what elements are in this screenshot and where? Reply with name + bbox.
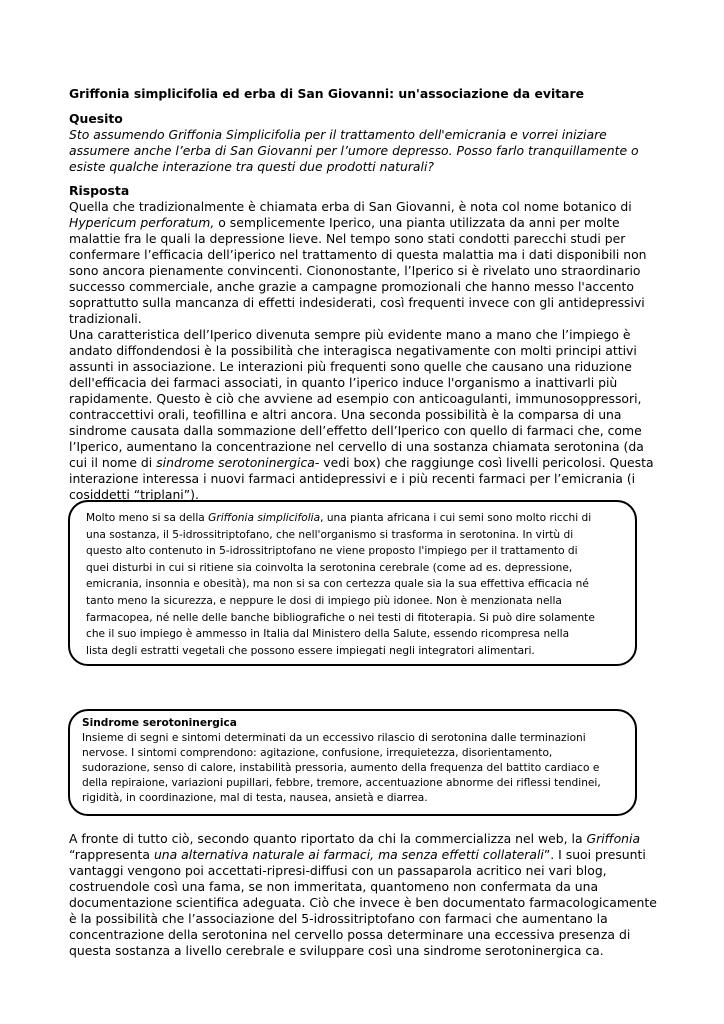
griffonia-box-text (86, 510, 595, 659)
risposta-line: dell'efficacia dei farmaci associati, in quanto l’iperico induce l'organismo a inattivarli più (69, 375, 618, 390)
closing-line: documentazione scientifica adeguata. Ciò che invece è ben documentato farmacologicamente (69, 895, 657, 910)
box-heading: Sindrome serotoninergica (82, 717, 237, 729)
text-run: , una pianta africana i cui semi sono molto ricchi di (320, 512, 592, 524)
box-line: nervose. I sintomi comprendono: agitazione, confusione, irrequietezza, disorientamento, (82, 747, 553, 759)
box-line: emicrania, insonnia e obesità), ma non si sa con certezza quale sia la sua effettiva efficacia né (86, 578, 589, 591)
risposta-paragraph-2 (69, 327, 669, 503)
risposta-line: malattie fra le quali la depressione lieve. Nel tempo sono stati condotti parecchi studi per (69, 231, 626, 246)
quesito-heading: Quesito (69, 111, 123, 126)
document-title: Griffonia simplicifolia ed erba di San Giovanni: un'associazione da evitare (69, 86, 584, 101)
risposta-line-rest: o semplicemente Iperico, una pianta utilizzata da anni per molte (214, 215, 620, 230)
risposta-line: cosiddetti “triplani”). (69, 487, 199, 502)
quesito-line: Sto assumendo Griffonia Simplicifolia per il trattamento dell'emicrania e vorrei iniziare (69, 127, 607, 142)
term-italic: Griffonia (586, 831, 641, 846)
text-run: ”. I suoi presunti (543, 847, 646, 862)
box-line: quei disturbi in cui si ritiene sia coinvolta la serotonina cerebrale (come ad es. depressione, (86, 561, 573, 574)
box-line: farmacopea, né nelle delle banche bibliografiche o nei testi di fitoterapia. Si può dire solamente (86, 611, 595, 624)
risposta-line: Quella che tradizionalmente è chiamata erba di San Giovanni, è nota col nome botanico di (69, 199, 632, 214)
box-line: tanto meno la sicurezza, e neppure le dosi di impiego più idonee. Non è menzionata nella (86, 594, 562, 607)
closing-line: concentrazione della serotonina nel cervello possa determinare una eccessiva presenza di (69, 927, 631, 942)
risposta-line: assunti in associazione. Le interazioni più frequenti sono quelle che causano una riduzione (69, 359, 632, 374)
quote-italic: una alternativa naturale ai farmaci, ma senza effetti collaterali (153, 847, 544, 862)
risposta-line (69, 215, 669, 231)
closing-line: è la possibilità che l’associazione del 5-idrossitriptofano con farmaci che aumentano la (69, 911, 608, 926)
risposta-line: sono ancora pienamente convincenti. Ciononostante, l’Iperico si è rivelato uno straordinario (69, 263, 641, 278)
risposta-line: contraccettivi orali, teofillina e altri ancora. Una seconda possibilità è la comparsa di una (69, 407, 622, 422)
risposta-line: andato diffondendosi è la possibilità che interagisca negativamente con molti principi attivi (69, 343, 637, 358)
quesito-line: assumere anche l’erba di San Giovanni per l’umore depresso. Posso farlo tranquillamente o (69, 143, 639, 158)
box-line: questo alto contenuto in 5-idrossitriptofano ne viene proposto l'impiego per il trattamento di (86, 545, 578, 558)
risposta-line: interazione interessa i nuovi farmaci antidepressivi e i più recenti farmaci per l’emicrania (i (69, 471, 636, 486)
risposta-line: l’Iperico, aumentano la concentrazione nel cervello di una sostanza chiamata serotonina (da (69, 439, 644, 454)
risposta-line: soprattutto sulla mancanza di effetti indesiderati, così frequenti invece con gli antidepressivi (69, 295, 645, 310)
serotonin-syndrome-box-text (82, 716, 601, 806)
risposta-line (69, 455, 669, 471)
risposta-line: sindrome causata dalla sommazione dell’effetto dell’Iperico con quello di farmaci che, come (69, 423, 642, 438)
risposta-paragraph-1 (69, 199, 669, 327)
risposta-line: confermare l’efficacia dell’iperico nel trattamento di questa malattia ma i dati disponibili non (69, 247, 647, 262)
box-line: rigidità, in coordinazione, mal di testa, nausea, ansietà e diarrea. (82, 792, 428, 804)
text-run: cui il nome di (69, 455, 157, 470)
risposta-line: Una caratteristica dell’Iperico divenuta sempre più evidente mano a mano che l’impiego è (69, 327, 631, 342)
text-run: - vedi box) che raggiunge così livelli pericolosi. Questa (314, 455, 654, 470)
term-italic: Griffonia simplicifolia (208, 512, 321, 524)
text-run: Molto meno si sa della (86, 512, 209, 524)
text-run: A fronte di tutto ciò, secondo quanto riportato da chi la commercializza nel web, la (69, 831, 587, 846)
risposta-line: tradizionali. (69, 311, 142, 326)
quesito-line: esiste qualche interazione tra questi due prodotti naturali? (69, 159, 434, 174)
box-line: Insieme di segni e sintomi determinati da un eccessivo rilascio di serotonina dalle terminazioni (82, 732, 586, 744)
botanical-name: Hypericum perforatum, (69, 215, 215, 230)
box-line: che il suo impiego è ammesso in Italia dal Ministero della Salute, essendo ricompresa nella (86, 628, 570, 641)
term-italic: sindrome serotoninergica (156, 455, 315, 470)
closing-line (69, 847, 669, 863)
risposta-line: rapidamente. Questo è ciò che avviene ad esempio con anticoagulanti, immunosoppressori, (69, 391, 642, 406)
closing-line: questa sostanza a livello cerebrale e sviluppare così una sindrome serotoninergica ca. (69, 943, 604, 958)
closing-line: costruendole così una fama, se non immeritata, quantomeno non confermata da una (69, 879, 599, 894)
box-line: lista degli estratti vegetali che possono essere impiegati negli integratori alimentari. (86, 644, 535, 657)
box-line (86, 510, 595, 527)
box-line: sudorazione, senso di calore, instabilità pressoria, aumento della frequenza del battito cardiaco e (82, 762, 600, 774)
closing-line (69, 831, 669, 847)
risposta-line: successo commerciale, anche grazie a campagne promozionali che hanno messo l'accento (69, 279, 634, 294)
quesito-text (69, 127, 669, 175)
risposta-heading: Risposta (69, 183, 130, 198)
text-run: “rappresenta (69, 847, 154, 862)
closing-paragraph (69, 831, 669, 959)
box-line: della repiraione, variazioni pupillari, febbre, tremore, accentuazione abnorme dei riflessi tendinei, (82, 777, 601, 789)
box-line: una sostanza, il 5-idrossitriptofano, che nell'organismo si trasforma in serotonina. In virtù di (86, 528, 574, 541)
closing-line: vantaggi vengono poi accettati-ripresi-diffusi con un passaparola acritico nei vari blog, (69, 863, 607, 878)
